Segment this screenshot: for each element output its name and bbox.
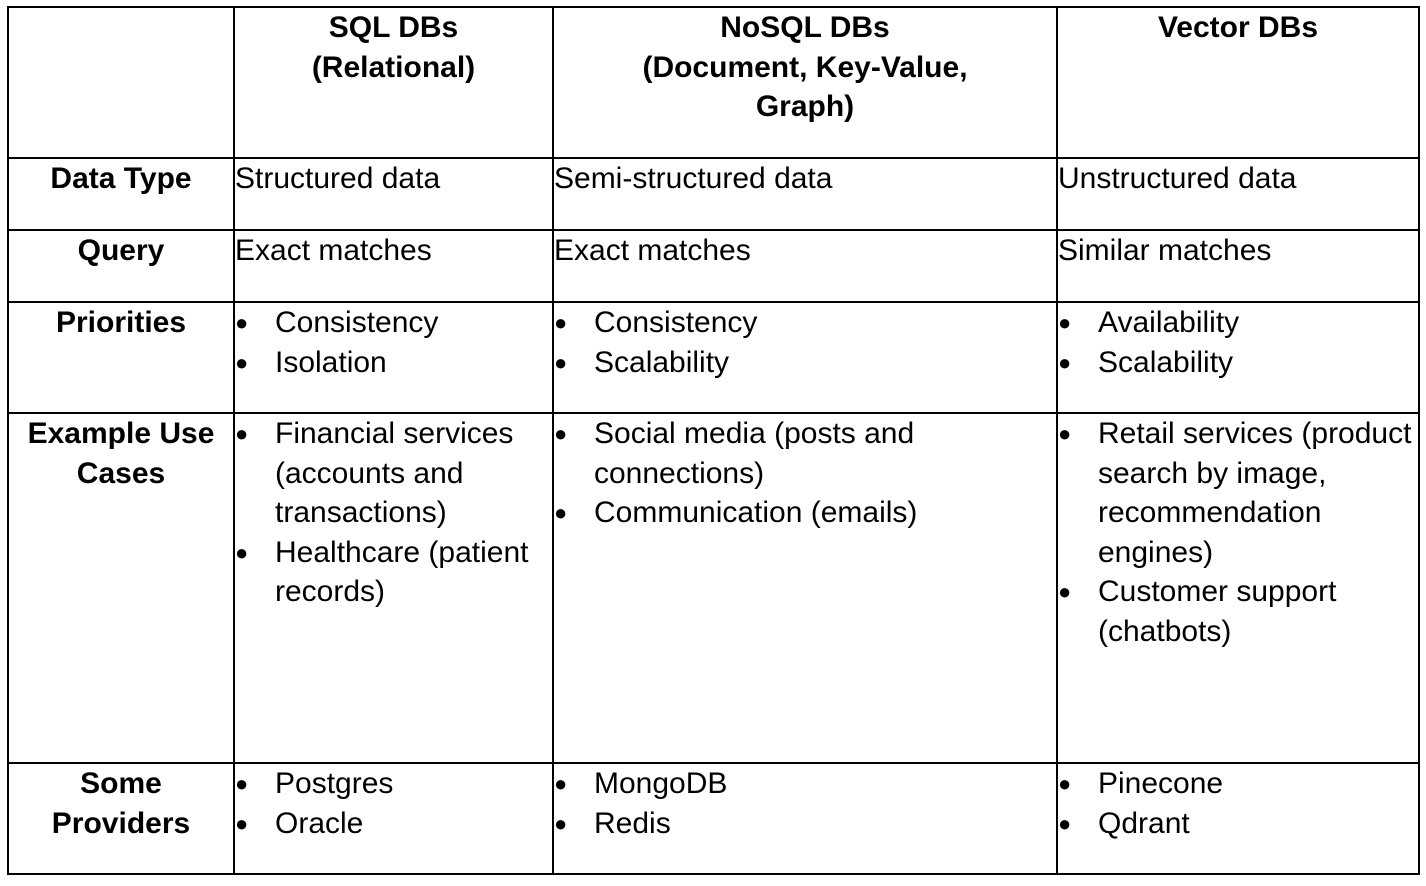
header-row — [8, 7, 1419, 158]
list-item: ● Availability — [1058, 303, 1418, 343]
sql-providers-list — [235, 764, 552, 843]
row-label-some-providers: Some Providers — [8, 763, 234, 874]
comparison-table-wrapper — [7, 6, 1420, 875]
sql-priorities-list — [235, 303, 552, 382]
list-item: ● MongoDB — [554, 764, 1056, 804]
row-label-data-type: Data Type — [8, 158, 234, 230]
header-corner-cell — [8, 7, 234, 158]
list-item: ● Consistency — [235, 303, 552, 343]
list-item: ● Scalability — [554, 343, 1056, 383]
header-nosql-dbs — [553, 7, 1057, 158]
row-query — [8, 230, 1419, 302]
row-label-priorities: Priorities — [8, 302, 234, 413]
cell-sql-providers — [234, 763, 553, 874]
list-item: ● Scalability — [1058, 343, 1418, 383]
header-sql-dbs — [234, 7, 553, 158]
cell-nosql-providers — [553, 763, 1057, 874]
list-item: ● Social media (posts and connections) — [554, 414, 1056, 493]
list-item: ● Consistency — [554, 303, 1056, 343]
row-some-providers — [8, 763, 1419, 874]
list-item: ● Retail services (product search by image, recommendation engines) — [1058, 414, 1418, 572]
cell-nosql-use-cases — [553, 413, 1057, 763]
cell-sql-use-cases — [234, 413, 553, 763]
nosql-priorities-list — [554, 303, 1056, 382]
cell-vector-providers — [1057, 763, 1419, 874]
list-item: ● Qdrant — [1058, 804, 1418, 844]
cell-sql-data-type: Structured data — [234, 158, 553, 230]
list-item: ● Postgres — [235, 764, 552, 804]
row-label-query: Query — [8, 230, 234, 302]
nosql-providers-list — [554, 764, 1056, 843]
header-vector-dbs — [1057, 7, 1419, 158]
list-item: ● Oracle — [235, 804, 552, 844]
cell-vector-query: Similar matches — [1057, 230, 1419, 302]
header-sql-dbs-label: SQL DBs (Relational) — [311, 11, 476, 84]
nosql-use-cases-list — [554, 414, 1056, 533]
list-item: ● Communication (emails) — [554, 493, 1056, 533]
cell-nosql-query: Exact matches — [553, 230, 1057, 302]
list-item: ● Isolation — [235, 343, 552, 383]
database-comparison-table — [7, 6, 1420, 875]
row-example-use-cases — [8, 413, 1419, 763]
cell-nosql-data-type: Semi-structured data — [553, 158, 1057, 230]
cell-sql-priorities — [234, 302, 553, 413]
sql-use-cases-list — [235, 414, 552, 612]
cell-vector-data-type: Unstructured data — [1057, 158, 1419, 230]
list-item: ● Customer support (chatbots) — [1058, 572, 1418, 651]
cell-vector-priorities — [1057, 302, 1419, 413]
cell-sql-query: Exact matches — [234, 230, 553, 302]
row-priorities — [8, 302, 1419, 413]
cell-vector-use-cases — [1057, 413, 1419, 763]
row-data-type — [8, 158, 1419, 230]
vector-providers-list — [1058, 764, 1418, 843]
list-item: ● Financial services (accounts and transactions) — [235, 414, 552, 533]
list-item: ● Pinecone — [1058, 764, 1418, 804]
vector-priorities-list — [1058, 303, 1418, 382]
header-vector-dbs-label: Vector DBs — [1157, 11, 1319, 44]
cell-nosql-priorities — [553, 302, 1057, 413]
header-nosql-dbs-label: NoSQL DBs (Document, Key-Value, Graph) — [642, 11, 968, 123]
vector-use-cases-list — [1058, 414, 1418, 651]
row-label-example-use-cases: Example Use Cases — [8, 413, 234, 763]
list-item: ● Redis — [554, 804, 1056, 844]
list-item: ● Healthcare (patient records) — [235, 533, 552, 612]
